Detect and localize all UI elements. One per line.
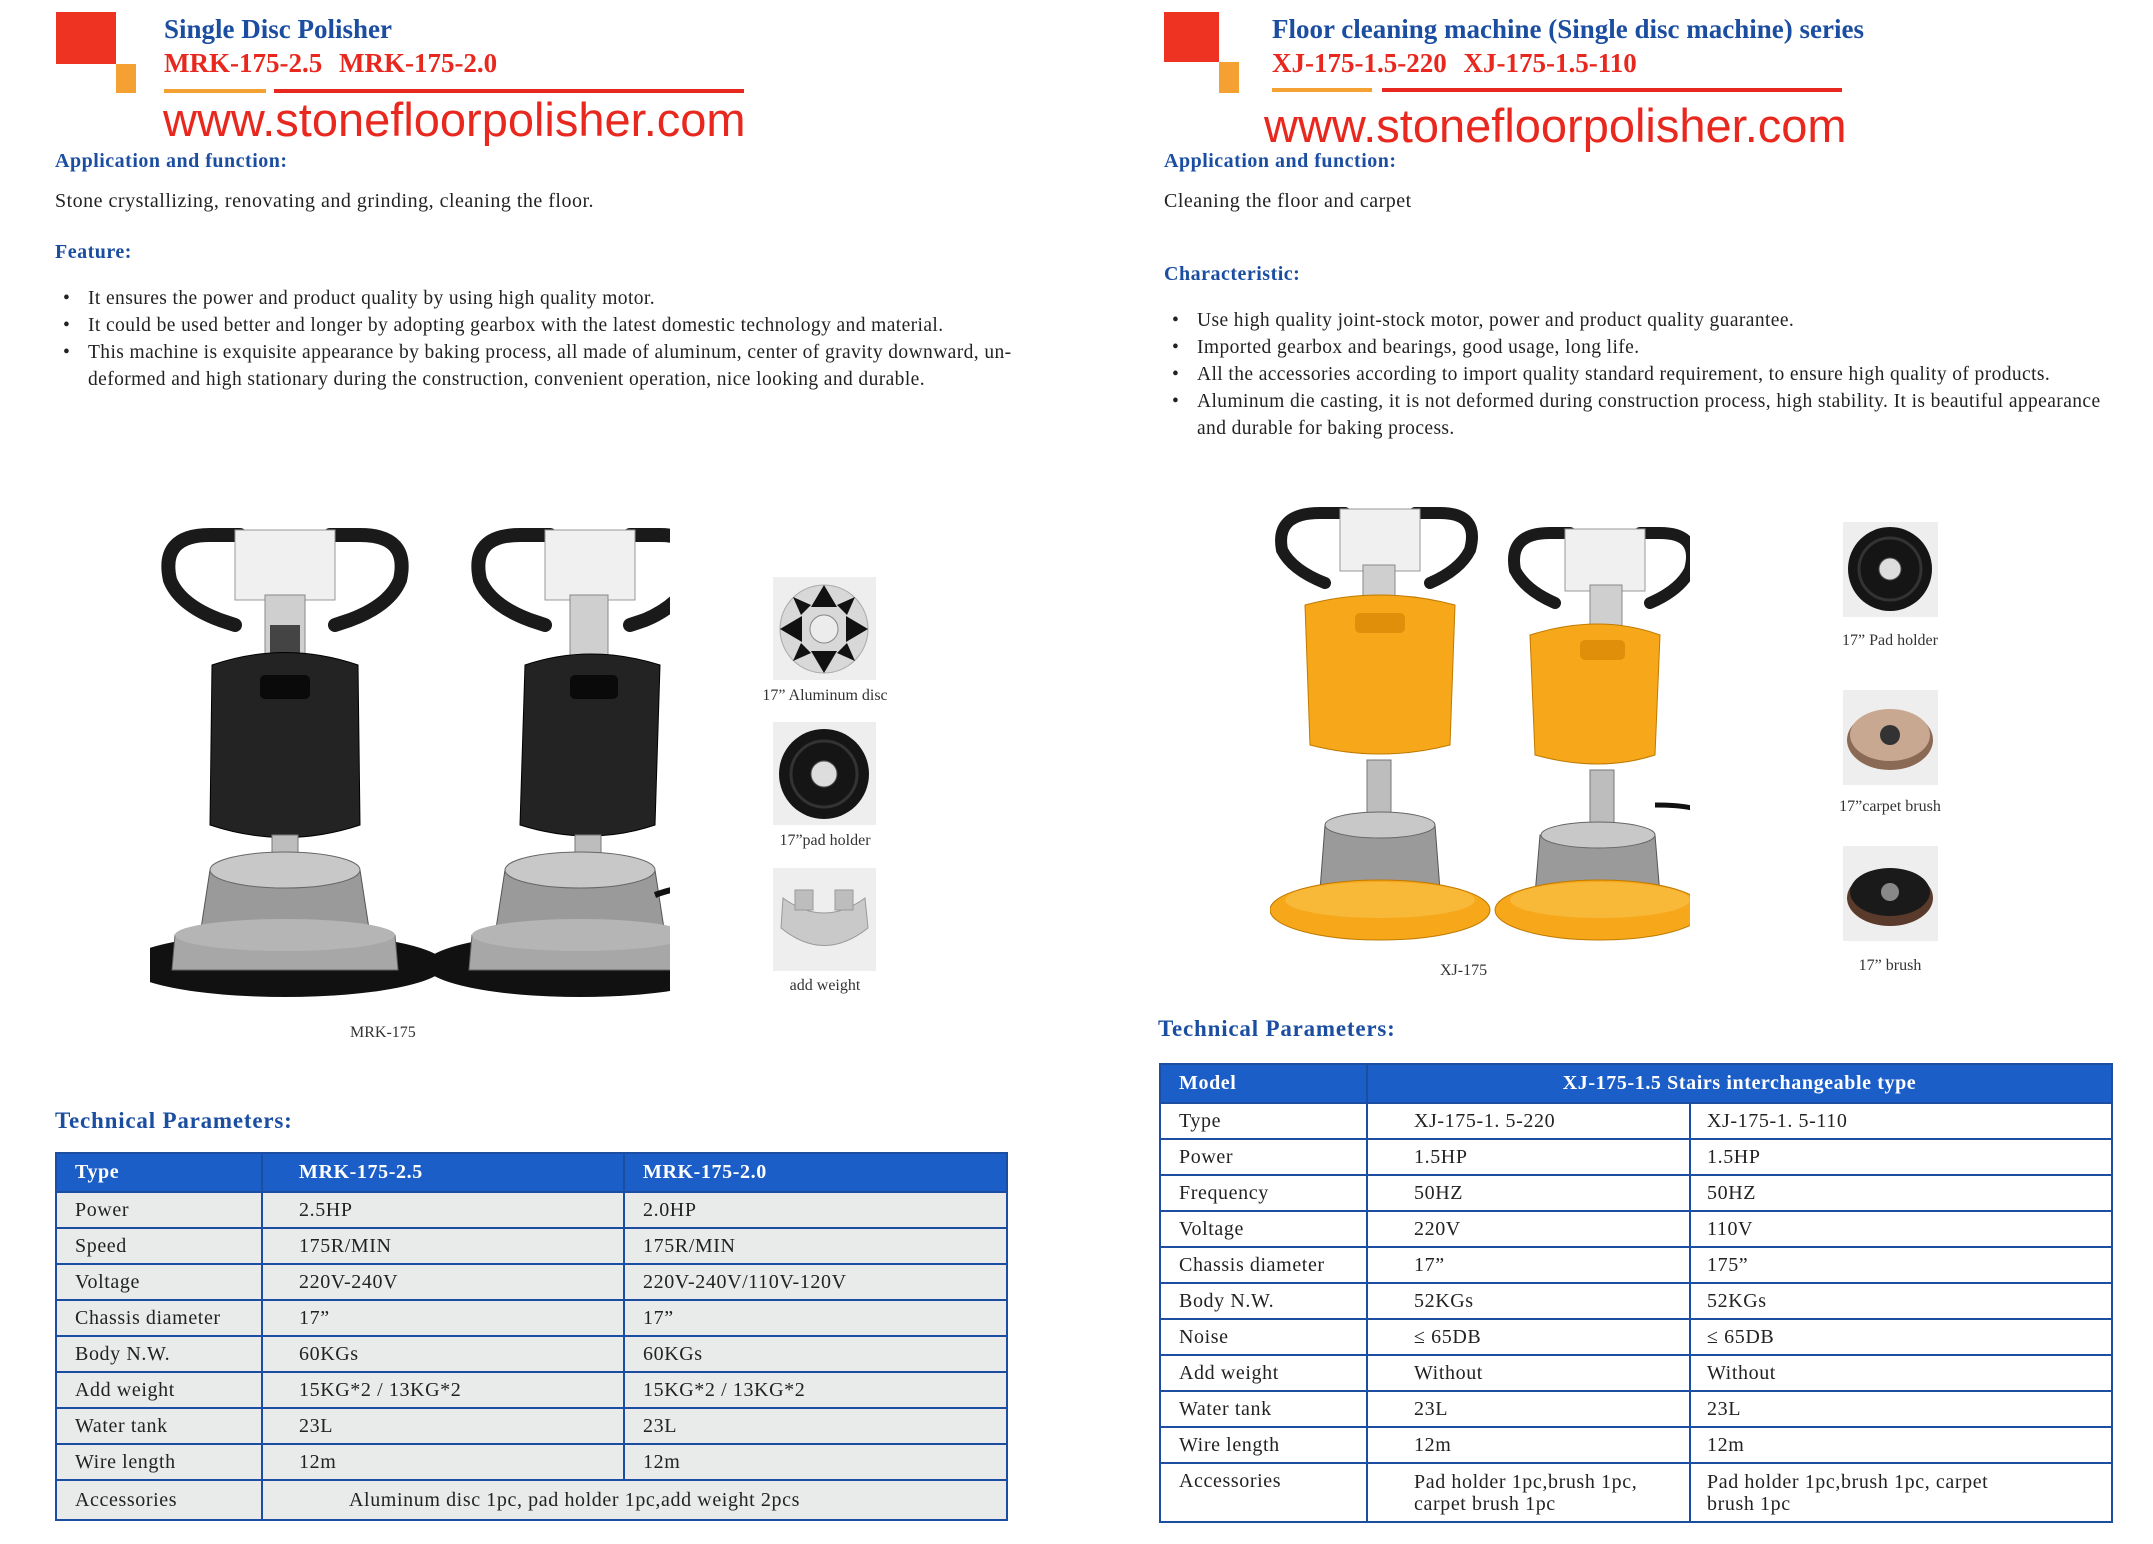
accessory-caption: 17”carpet brush [1839, 798, 1941, 815]
table-row [1160, 1211, 2112, 1247]
right-characteristic-list [1164, 307, 2124, 442]
table-cell: 17” [624, 1300, 1007, 1336]
polisher-machine-right [425, 530, 670, 997]
left-model-numbers: MRK-175-2.5 MRK-175-2.0 [164, 48, 498, 78]
table-row [1160, 1319, 2112, 1355]
table-cell: 175” [1690, 1247, 2112, 1283]
table-cell: 50HZ [1690, 1175, 2112, 1211]
right-website-url[interactable]: www.stonefloorpolisher.com [1264, 99, 1847, 152]
table-cell: Type [1160, 1103, 1367, 1139]
table-cell: Voltage [1160, 1211, 1367, 1247]
add-weight-photo [773, 868, 876, 971]
table-cell: Wire length [56, 1444, 262, 1480]
list-item: • Use high quality joint-stock motor, power and product quality guarantee. [1164, 307, 2124, 334]
pad-holder-photo [773, 722, 876, 825]
list-item: • This machine is exquisite appearance by baking process, all made of aluminum, center of gravity downward, un-deformed and high stationary during the construction, convenient operation, nice looking and durable. [55, 339, 1015, 393]
table-row [56, 1372, 1007, 1408]
accessory-caption: 17”pad holder [779, 832, 871, 849]
table-cell: 2.0HP [624, 1192, 1007, 1228]
table-cell: 52KGs [1367, 1283, 1690, 1319]
table-cell: 15KG*2 / 13KG*2 [624, 1372, 1007, 1408]
aluminum-disc-photo [773, 577, 876, 680]
table-cell: ≤ 65DB [1367, 1319, 1690, 1355]
brush-photo [1843, 846, 1938, 941]
left-application-text: Stone crystallizing, renovating and grinding, cleaning the floor. [55, 190, 595, 212]
table-cell: 52KGs [1690, 1283, 2112, 1319]
table-cell: Power [1160, 1139, 1367, 1175]
table-cell: Pad holder 1pc,brush 1pc, carpet brush 1pc [1690, 1463, 2112, 1522]
right-application-text: Cleaning the floor and carpet [1164, 190, 1412, 212]
right-tech-params-heading: Technical Parameters: [1158, 1016, 1396, 1041]
table-header-row [56, 1153, 1007, 1192]
table-header-cell: MRK-175-2.0 [624, 1153, 1007, 1192]
list-item: • Aluminum die casting, it is not deformed during construction process, high stability. It is beautiful appearance and durable for baking process. [1164, 388, 2124, 442]
table-row [1160, 1391, 2112, 1427]
table-cell: Water tank [56, 1408, 262, 1444]
table-cell: 175R/MIN [624, 1228, 1007, 1264]
table-row [56, 1444, 1007, 1480]
table-cell: Noise [1160, 1319, 1367, 1355]
table-cell: 110V [1690, 1211, 2112, 1247]
polisher-machine-left [150, 530, 445, 997]
right-model-numbers: XJ-175-1.5-220 XJ-175-1.5-110 [1272, 48, 1637, 78]
right-title: Floor cleaning machine (Single disc machine) series [1272, 14, 1864, 44]
accessory-caption: add weight [789, 977, 861, 994]
table-header-cell: Model [1160, 1064, 1367, 1103]
table-cell: XJ-175-1. 5-110 [1690, 1103, 2112, 1139]
table-cell: 220V [1367, 1211, 1690, 1247]
table-row [1160, 1427, 2112, 1463]
list-item: • All the accessories according to import quality standard requirement, to ensure high quality of products. [1164, 361, 2124, 388]
right-characteristic-heading: Characteristic: [1164, 263, 1301, 285]
table-cell: Speed [56, 1228, 262, 1264]
table-cell: Frequency [1160, 1175, 1367, 1211]
accessory-caption: 17” Pad holder [1842, 632, 1938, 649]
accessory-caption: 17” Aluminum disc [762, 687, 888, 704]
mrk-175-machine-photo [150, 525, 670, 1025]
table-cell: Aluminum disc 1pc, pad holder 1pc,add weight 2pcs [262, 1480, 1007, 1520]
table-cell: 23L [1690, 1391, 2112, 1427]
xj-175-caption: XJ-175 [1440, 962, 1488, 979]
table-row [1160, 1463, 2112, 1522]
table-cell: Add weight [1160, 1355, 1367, 1391]
right-header-rule [1272, 88, 1842, 92]
table-row [56, 1192, 1007, 1228]
table-row [56, 1336, 1007, 1372]
table-cell: Wire length [1160, 1427, 1367, 1463]
table-cell: Voltage [56, 1264, 262, 1300]
table-cell: Accessories [56, 1480, 262, 1520]
table-cell: XJ-175-1. 5-220 [1367, 1103, 1690, 1139]
floor-machine-left [1270, 509, 1490, 940]
right-application-heading: Application and function: [1164, 150, 1397, 172]
left-feature-list [55, 285, 1015, 393]
table-cell: Accessories [1160, 1463, 1367, 1522]
table-cell: Without [1367, 1355, 1690, 1391]
table-cell: Body N.W. [1160, 1283, 1367, 1319]
left-feature-heading: Feature: [55, 241, 132, 263]
table-cell: 17” [1367, 1247, 1690, 1283]
table-cell: Pad holder 1pc,brush 1pc, carpet brush 1pc [1367, 1463, 1690, 1522]
table-cell: 23L [624, 1408, 1007, 1444]
accessory-caption: 17” brush [1858, 957, 1922, 974]
list-item: • It could be used better and longer by adopting gearbox with the latest domestic technology and material. [55, 312, 1015, 339]
table-cell: 50HZ [1367, 1175, 1690, 1211]
table-cell: 60KGs [262, 1336, 624, 1372]
table-cell: Water tank [1160, 1391, 1367, 1427]
list-item: • Imported gearbox and bearings, good usage, long life. [1164, 334, 2124, 361]
left-title: Single Disc Polisher [164, 14, 392, 44]
left-tech-params-heading: Technical Parameters: [55, 1108, 293, 1133]
table-row [1160, 1355, 2112, 1391]
table-cell: Chassis diameter [1160, 1247, 1367, 1283]
table-cell: 1.5HP [1690, 1139, 2112, 1175]
table-cell: 12m [1690, 1427, 2112, 1463]
left-application-heading: Application and function: [55, 150, 288, 172]
table-cell: 23L [262, 1408, 624, 1444]
right-tech-params-table [1159, 1063, 2113, 1523]
table-cell: Without [1690, 1355, 2112, 1391]
left-website-url[interactable]: www.stonefloorpolisher.com [163, 93, 746, 146]
floor-machine-right [1495, 529, 1690, 940]
table-cell: Add weight [56, 1372, 262, 1408]
table-row [56, 1408, 1007, 1444]
table-row [56, 1228, 1007, 1264]
table-header-row [1160, 1064, 2112, 1103]
table-header-cell: XJ-175-1.5 Stairs interchangeable type [1367, 1064, 2112, 1103]
table-cell: 2.5HP [262, 1192, 624, 1228]
left-tech-params-table [55, 1152, 1008, 1521]
table-cell: ≤ 65DB [1690, 1319, 2112, 1355]
table-cell: 15KG*2 / 13KG*2 [262, 1372, 624, 1408]
mrk-175-caption: MRK-175 [350, 1024, 416, 1041]
table-cell: 60KGs [624, 1336, 1007, 1372]
carpet-brush-photo [1843, 690, 1938, 785]
pad-holder-photo [1843, 522, 1938, 617]
table-row [1160, 1175, 2112, 1211]
table-row [56, 1264, 1007, 1300]
table-cell: Chassis diameter [56, 1300, 262, 1336]
table-cell: 12m [1367, 1427, 1690, 1463]
table-cell: 12m [624, 1444, 1007, 1480]
table-header-cell: Type [56, 1153, 262, 1192]
table-cell: 1.5HP [1367, 1139, 1690, 1175]
table-cell: 220V-240V [262, 1264, 624, 1300]
table-cell: 175R/MIN [262, 1228, 624, 1264]
table-header-cell: MRK-175-2.5 [262, 1153, 624, 1192]
table-cell: 220V-240V/110V-120V [624, 1264, 1007, 1300]
table-row [56, 1480, 1007, 1520]
table-row [1160, 1103, 2112, 1139]
table-row [1160, 1247, 2112, 1283]
table-cell: Power [56, 1192, 262, 1228]
table-row [1160, 1139, 2112, 1175]
table-row [1160, 1283, 2112, 1319]
table-cell: 12m [262, 1444, 624, 1480]
list-item: • It ensures the power and product quality by using high quality motor. [55, 285, 1015, 312]
table-cell: Body N.W. [56, 1336, 262, 1372]
table-row [56, 1300, 1007, 1336]
table-cell: 17” [262, 1300, 624, 1336]
xj-175-machine-photo [1270, 505, 1690, 945]
table-cell: 23L [1367, 1391, 1690, 1427]
